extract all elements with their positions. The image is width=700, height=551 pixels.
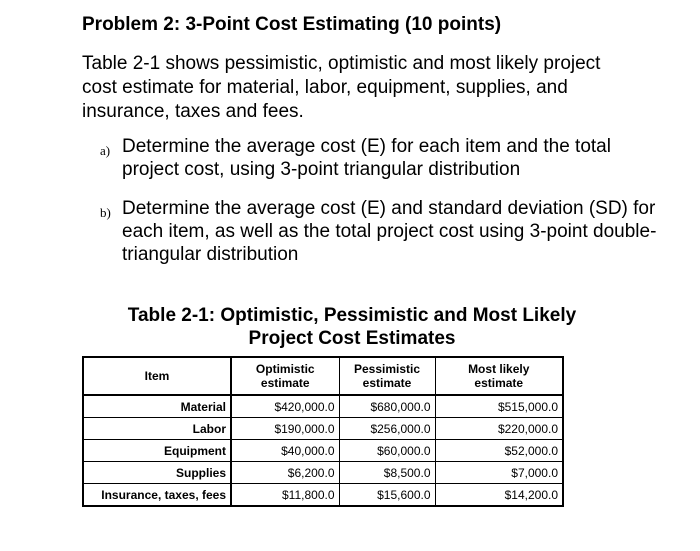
row-pessimistic: $8,500.0 — [339, 462, 435, 484]
table-caption-line1: Table 2-1: Optimistic, Pessimistic and Most Likely — [127, 305, 577, 326]
row-optimistic: $190,000.0 — [231, 418, 339, 440]
task-b — [100, 197, 660, 266]
row-optimistic: $420,000.0 — [231, 395, 339, 418]
row-most-likely: $220,000.0 — [435, 418, 563, 440]
table-row — [83, 440, 563, 462]
header-item: Item — [83, 357, 231, 395]
header-pessimistic-line1: Pessimistic — [353, 362, 421, 376]
header-optimistic-line1: Optimistic — [255, 362, 315, 376]
row-item-label: Equipment — [83, 440, 231, 462]
table-row — [83, 395, 563, 418]
header-most-likely — [435, 357, 563, 395]
row-pessimistic: $15,600.0 — [339, 484, 435, 507]
row-most-likely: $14,200.0 — [435, 484, 563, 507]
task-b-text: Determine the average cost (E) and standard deviation (SD) for each item, as well as the total project cost using 3-point double-triangular distribution — [122, 198, 657, 265]
task-a-marker: a) — [100, 143, 111, 158]
header-most-likely-line1: Most likely — [468, 362, 530, 376]
table-row — [83, 418, 563, 440]
row-most-likely: $515,000.0 — [435, 395, 563, 418]
row-optimistic: $11,800.0 — [231, 484, 339, 507]
header-pessimistic — [339, 357, 435, 395]
row-optimistic: $40,000.0 — [231, 440, 339, 462]
task-a-text: Determine the average cost (E) for each item and the total project cost, using 3-point triangular distribution — [122, 136, 611, 180]
row-item-label: Labor — [83, 418, 231, 440]
problem-intro: Table 2-1 shows pessimistic, optimistic and most likely project cost estimate for material, labor, equipment, supplies, and insurance, taxes and fees. — [82, 53, 601, 122]
row-pessimistic: $680,000.0 — [339, 395, 435, 418]
table-caption — [82, 304, 622, 350]
row-optimistic: $6,200.0 — [231, 462, 339, 484]
cost-estimate-table — [82, 356, 564, 507]
row-most-likely: $52,000.0 — [435, 440, 563, 462]
table-row — [83, 462, 563, 484]
table-caption-line2: Project Cost Estimates — [248, 328, 456, 349]
row-pessimistic: $256,000.0 — [339, 418, 435, 440]
row-pessimistic: $60,000.0 — [339, 440, 435, 462]
header-optimistic — [231, 357, 339, 395]
table-header-row — [83, 357, 563, 395]
table-row — [83, 484, 563, 507]
row-item-label: Material — [83, 395, 231, 418]
row-item-label: Insurance, taxes, fees — [83, 484, 231, 507]
header-pessimistic-line2: estimate — [362, 376, 412, 390]
row-most-likely: $7,000.0 — [435, 462, 563, 484]
task-b-marker: b) — [100, 205, 111, 220]
header-optimistic-line2: estimate — [260, 376, 310, 390]
task-a — [100, 135, 660, 181]
problem-title: Problem 2: 3-Point Cost Estimating (10 points) — [82, 14, 502, 35]
header-most-likely-line2: estimate — [474, 376, 524, 390]
row-item-label: Supplies — [83, 462, 231, 484]
